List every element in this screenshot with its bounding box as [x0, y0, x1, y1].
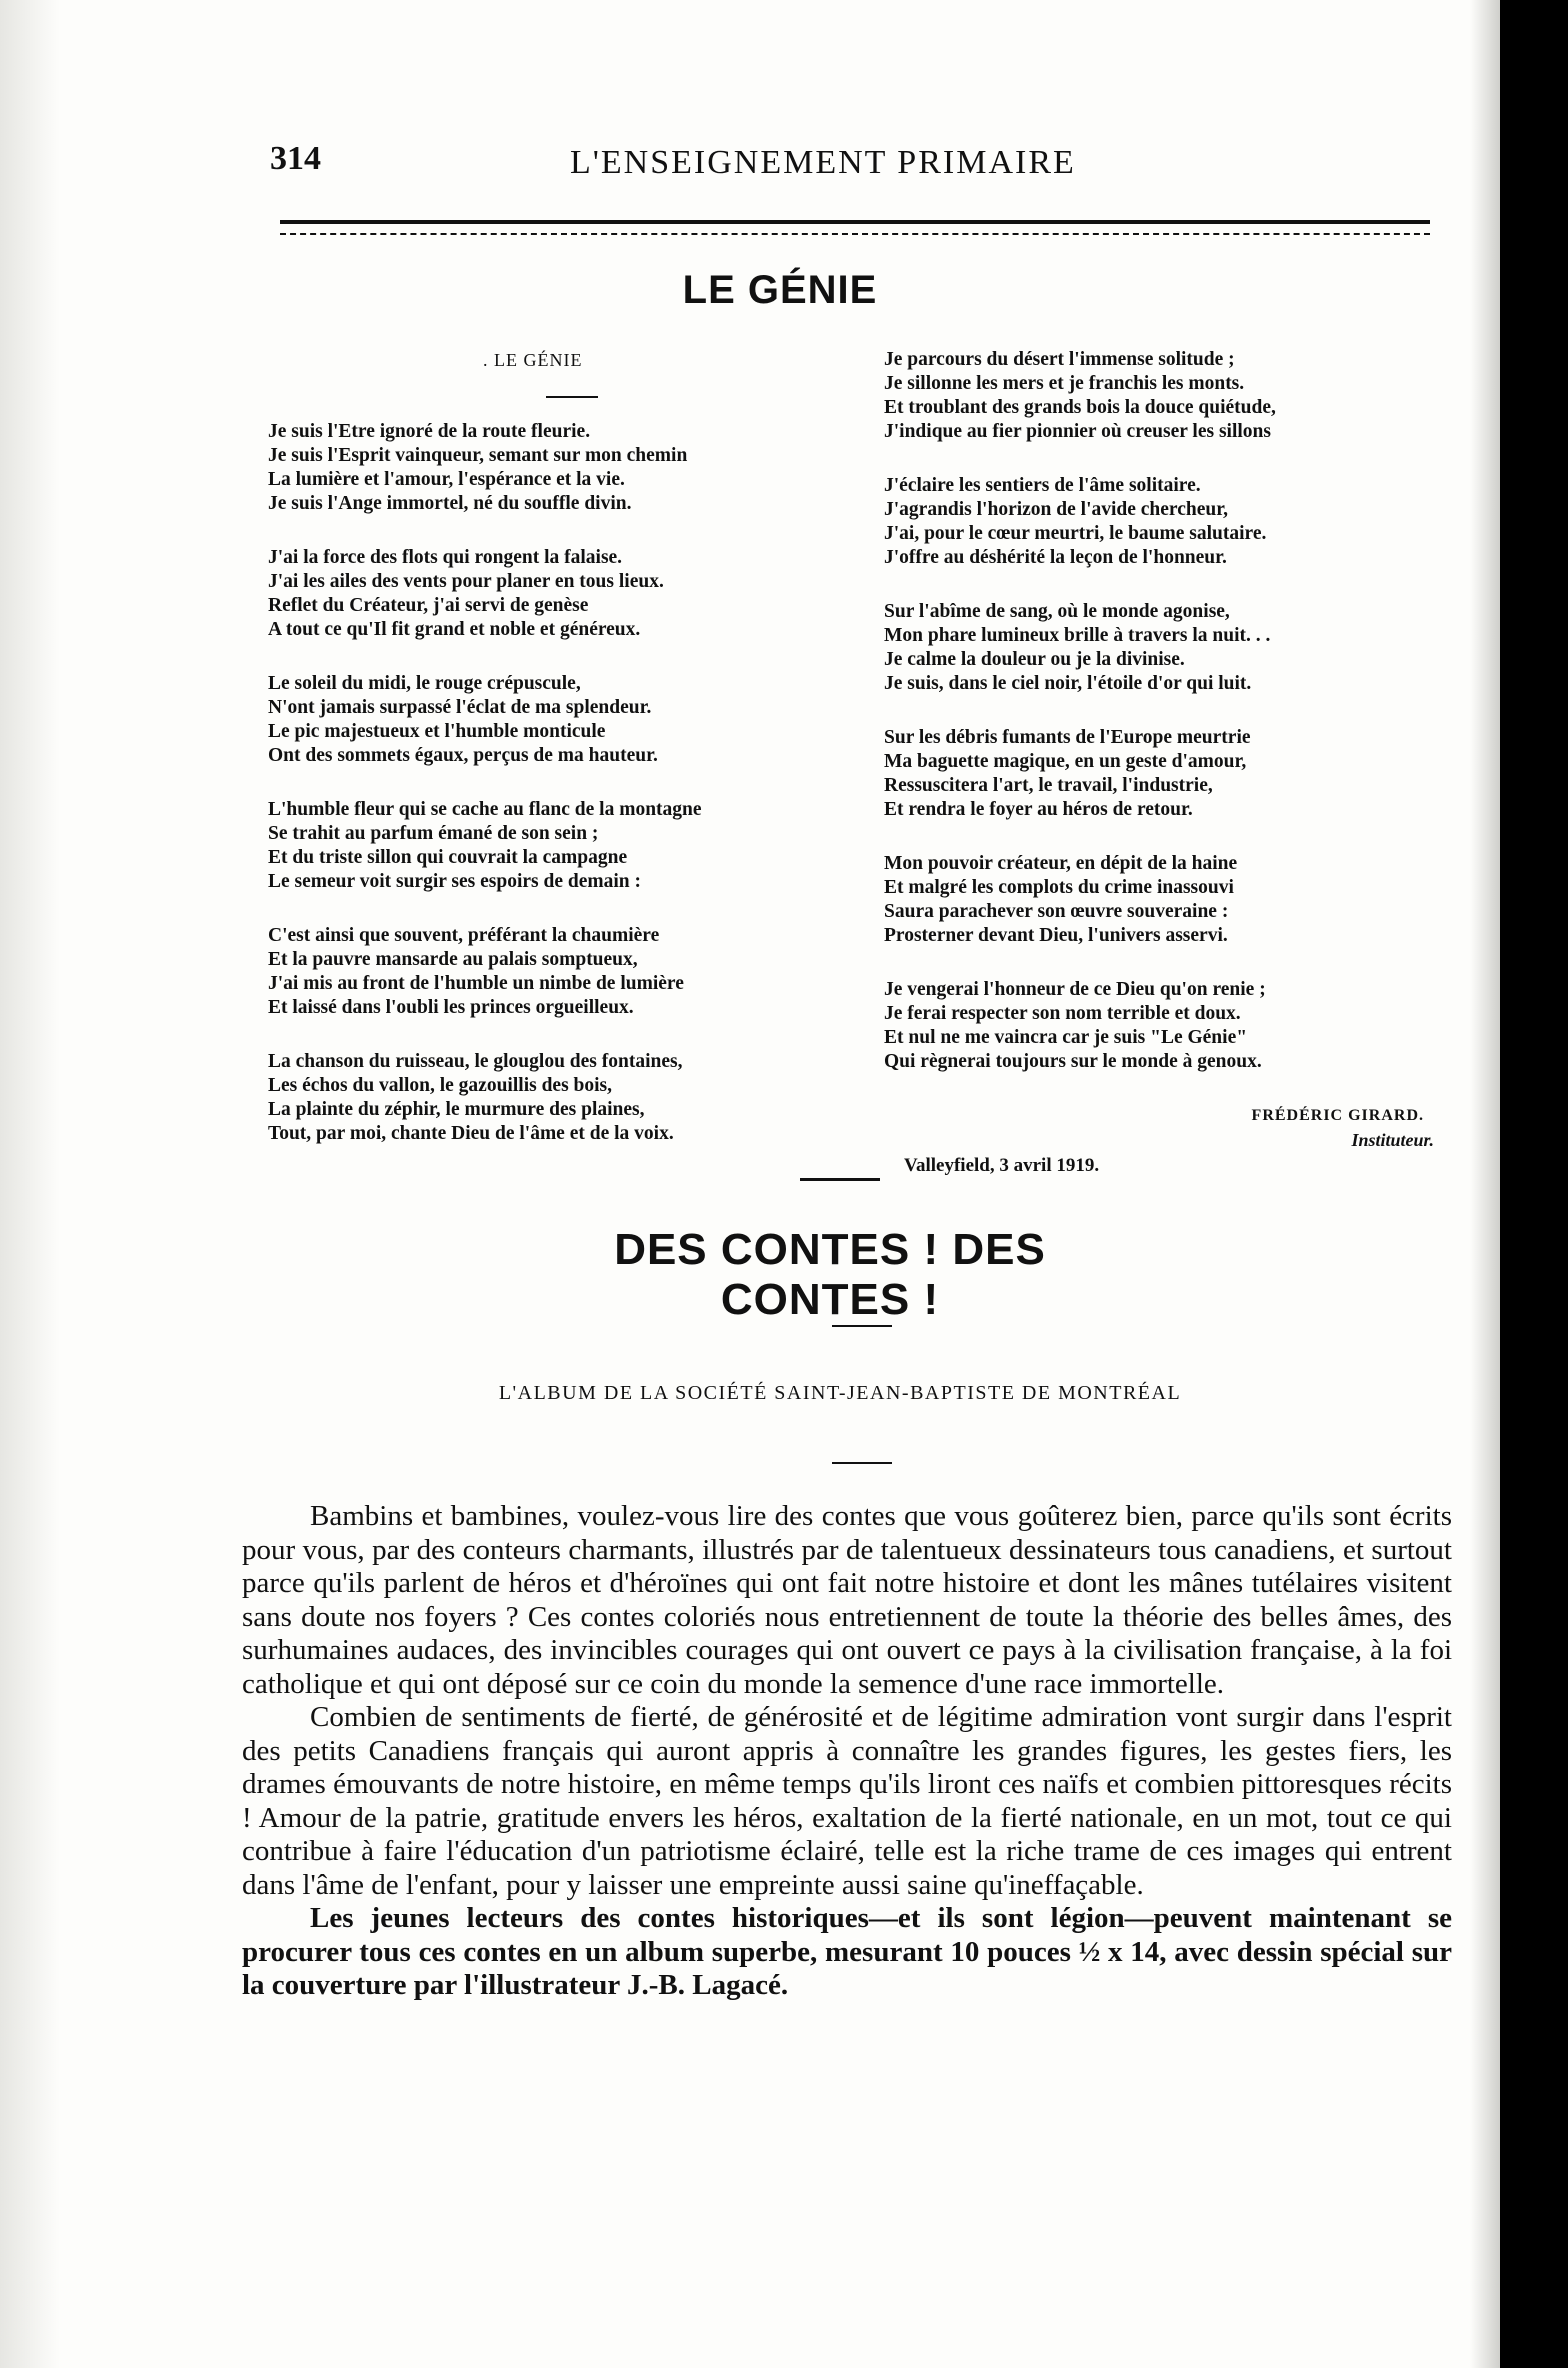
poem-line: Sur les débris fumants de l'Europe meurtrie: [884, 727, 1251, 748]
poem-line: Et troublant des grands bois la douce quiétude,: [884, 397, 1276, 418]
poem-line: Le pic majestueux et l'humble monticule: [268, 721, 606, 742]
right-stanzas: [884, 348, 1434, 1074]
poem-line: J'offre au déshérité la leçon de l'honneur.: [884, 547, 1227, 568]
article-body: [242, 1500, 1452, 2003]
poem-line: Je suis, dans le ciel noir, l'étoile d'or qui luit.: [884, 673, 1252, 694]
poem-line: Qui règnerai toujours sur le monde à genoux.: [884, 1051, 1262, 1072]
poem-line: Prosterner devant Dieu, l'univers asservi.: [884, 925, 1228, 946]
left-stanzas: [268, 420, 878, 1146]
poem-line: Les échos du vallon, le gazouillis des bois,: [268, 1075, 613, 1096]
poem-line: La lumière et l'amour, l'espérance et la vie.: [268, 469, 625, 490]
poem-column-left: [268, 348, 878, 1176]
poem-line: Reflet du Créateur, j'ai servi de genèse: [268, 595, 589, 616]
poem-line: Et du triste sillon qui couvrait la campagne: [268, 847, 628, 868]
poem-stanza: [884, 348, 1434, 444]
poem-heading: . LE GÉNIE: [483, 350, 583, 370]
poem-line: Je calme la douleur ou je la divinise.: [884, 649, 1185, 670]
poem-line: Je parcours du désert l'immense solitude ;: [884, 349, 1235, 370]
poem-line: Et rendra le foyer au héros de retour.: [884, 799, 1193, 820]
poem-stanza: [268, 1050, 878, 1146]
poem-line: Sur l'abîme de sang, où le monde agonise,: [884, 601, 1230, 622]
header-rule: [280, 220, 1430, 224]
poem-line: Et malgré les complots du crime inassouvi: [884, 877, 1234, 898]
poem-line: C'est ainsi que souvent, préférant la chaumière: [268, 925, 660, 946]
poem-line: Et la pauvre mansarde au palais somptueux,: [268, 949, 638, 970]
page-edge-shadow: [0, 0, 60, 2368]
poem-line: Le semeur voit surgir ses espoirs de demain :: [268, 871, 642, 892]
poem-stanza: [268, 672, 878, 768]
poem-line: J'ai, pour le cœur meurtri, le baume salutaire.: [884, 523, 1267, 544]
poem-stanza: [884, 852, 1434, 948]
title-separator: [832, 1325, 892, 1327]
poem-line: Ont des sommets égaux, perçus de ma hauteur.: [268, 745, 658, 766]
signature-block: [884, 1104, 1434, 1184]
poem-stanza: [268, 924, 878, 1020]
section-title-le-genie: LE GÉNIE: [682, 268, 878, 312]
author-role: Instituteur.: [1351, 1130, 1434, 1150]
poem-line: Je sillonne les mers et je franchis les monts.: [884, 373, 1245, 394]
poem-column-right: [884, 348, 1434, 1184]
poem-line: Et nul ne me vaincra car je suis "Le Génie": [884, 1027, 1248, 1048]
poem-line: N'ont jamais surpassé l'éclat de ma splendeur.: [268, 697, 652, 718]
poem-line: Tout, par moi, chante Dieu de l'âme et de la voix.: [268, 1123, 674, 1144]
poem-line: L'humble fleur qui se cache au flanc de la montagne: [268, 799, 702, 820]
poem-line: Ma baguette magique, en un geste d'amour,: [884, 751, 1247, 772]
poem-line: J'indique au fier pionnier où creuser les sillons: [884, 421, 1271, 442]
article-subheading: L'ALBUM DE LA SOCIÉTÉ SAINT-JEAN-BAPTISTE DE MONTRÉAL: [498, 1382, 1182, 1404]
poem-line: Je suis l'Etre ignoré de la route fleurie.: [268, 421, 591, 442]
poem-stanza: [268, 798, 878, 894]
poem-stanza: [268, 420, 878, 516]
place-date: Valleyfield, 3 avril 1919.: [904, 1155, 1100, 1176]
poem-line: Et laissé dans l'oubli les princes orgueilleux.: [268, 997, 634, 1018]
poem-line: La chanson du ruisseau, le glouglou des fontaines,: [268, 1051, 683, 1072]
running-title: L'ENSEIGNEMENT PRIMAIRE: [570, 144, 1076, 181]
poem-stanza: [884, 600, 1434, 696]
poem-line: J'éclaire les sentiers de l'âme solitaire.: [884, 475, 1201, 496]
poem-stanza: [268, 546, 878, 642]
poem-line: Je suis l'Esprit vainqueur, semant sur mon chemin: [268, 445, 688, 466]
author-signature: FRÉDÉRIC GIRARD.: [1251, 1107, 1424, 1124]
section-title-des-contes: DES CONTES ! DES CONTES !: [614, 1225, 1046, 1324]
paragraph: Les jeunes lecteurs des contes historiques—et ils sont légion—peuvent maintenant se procurer tous ces contes en un album superbe, mesurant 10 pouces ½ x 14, avec dessin spécial sur la couverture par l'illustrateur J.-B. Lagacé.: [242, 1902, 1452, 2001]
poem-stanza: [884, 978, 1434, 1074]
poem-line: Se trahit au parfum émané de son sein ;: [268, 823, 599, 844]
poem-heading-rule: [546, 396, 598, 398]
page-gutter-shadow: [1470, 0, 1500, 2368]
page-number: 314: [270, 140, 321, 177]
page-header: [270, 140, 1450, 190]
poem-line: J'agrandis l'horizon de l'avide chercheur,: [884, 499, 1228, 520]
section-separator: [800, 1178, 880, 1181]
poem-stanza: [884, 474, 1434, 570]
paragraph: Bambins et bambines, voulez-vous lire des contes que vous goûterez bien, parce qu'ils sont écrits pour vous, par des conteurs charmants, illustrés par de talentueux dessinateurs tous canadiens, et surtout parce qu'ils parlent de héros et d'héroïnes qui ont fait notre histoire et dont les mânes tutélaires visitent sans doute nos foyers ? Ces contes coloriés nous entretiennent de toute la théorie des belles âmes, des surhumaines audaces, des invincibles courages qui ont ouvert ce pays à la civilisation française, à la foi catholique et qui ont déposé sur ce coin du monde la semence d'une race immortelle.: [242, 1500, 1452, 1700]
poem-stanza: [884, 726, 1434, 822]
poem-line: Je ferai respecter son nom terrible et doux.: [884, 1003, 1241, 1024]
poem-line: Mon pouvoir créateur, en dépit de la haine: [884, 853, 1238, 874]
header-rule-dashed: [280, 233, 1430, 235]
poem-line: J'ai les ailes des vents pour planer en tous lieux.: [268, 571, 664, 592]
poem-line: A tout ce qu'Il fit grand et noble et généreux.: [268, 619, 641, 640]
poem-line: Je suis l'Ange immortel, né du souffle divin.: [268, 493, 632, 514]
poem-line: La plainte du zéphir, le murmure des plaines,: [268, 1099, 645, 1120]
poem-line: J'ai mis au front de l'humble un nimbe de lumière: [268, 973, 684, 994]
paragraph: Combien de sentiments de fierté, de générosité et de légitime admiration vont surgir dans l'esprit des petits Canadiens français qui auront appris à connaître les grandes figures, les gestes fiers, les drames émouvants de notre histoire, en même temps qu'ils liront ces naïfs et combien pittoresques récits ! Amour de la patrie, gratitude envers les héros, exaltation de la fierté nationale, en un mot, tout ce qui contribue à faire l'éducation d'un patriotisme éclairé, telle est la riche trame de ces images qui entrent dans l'âme de l'enfant, pour y laisser une empreinte aussi saine qu'ineffaçable.: [242, 1701, 1452, 1901]
poem-line: Je vengerai l'honneur de ce Dieu qu'on renie ;: [884, 979, 1266, 1000]
poem-line: Ressuscitera l'art, le travail, l'industrie,: [884, 775, 1213, 796]
poem-line: J'ai la force des flots qui rongent la falaise.: [268, 547, 623, 568]
poem-line: Le soleil du midi, le rouge crépuscule,: [268, 673, 581, 694]
poem-line: Saura parachever son œuvre souveraine :: [884, 901, 1229, 922]
subheading-separator: [832, 1462, 892, 1464]
poem-line: Mon phare lumineux brille à travers la nuit. . .: [884, 625, 1271, 646]
